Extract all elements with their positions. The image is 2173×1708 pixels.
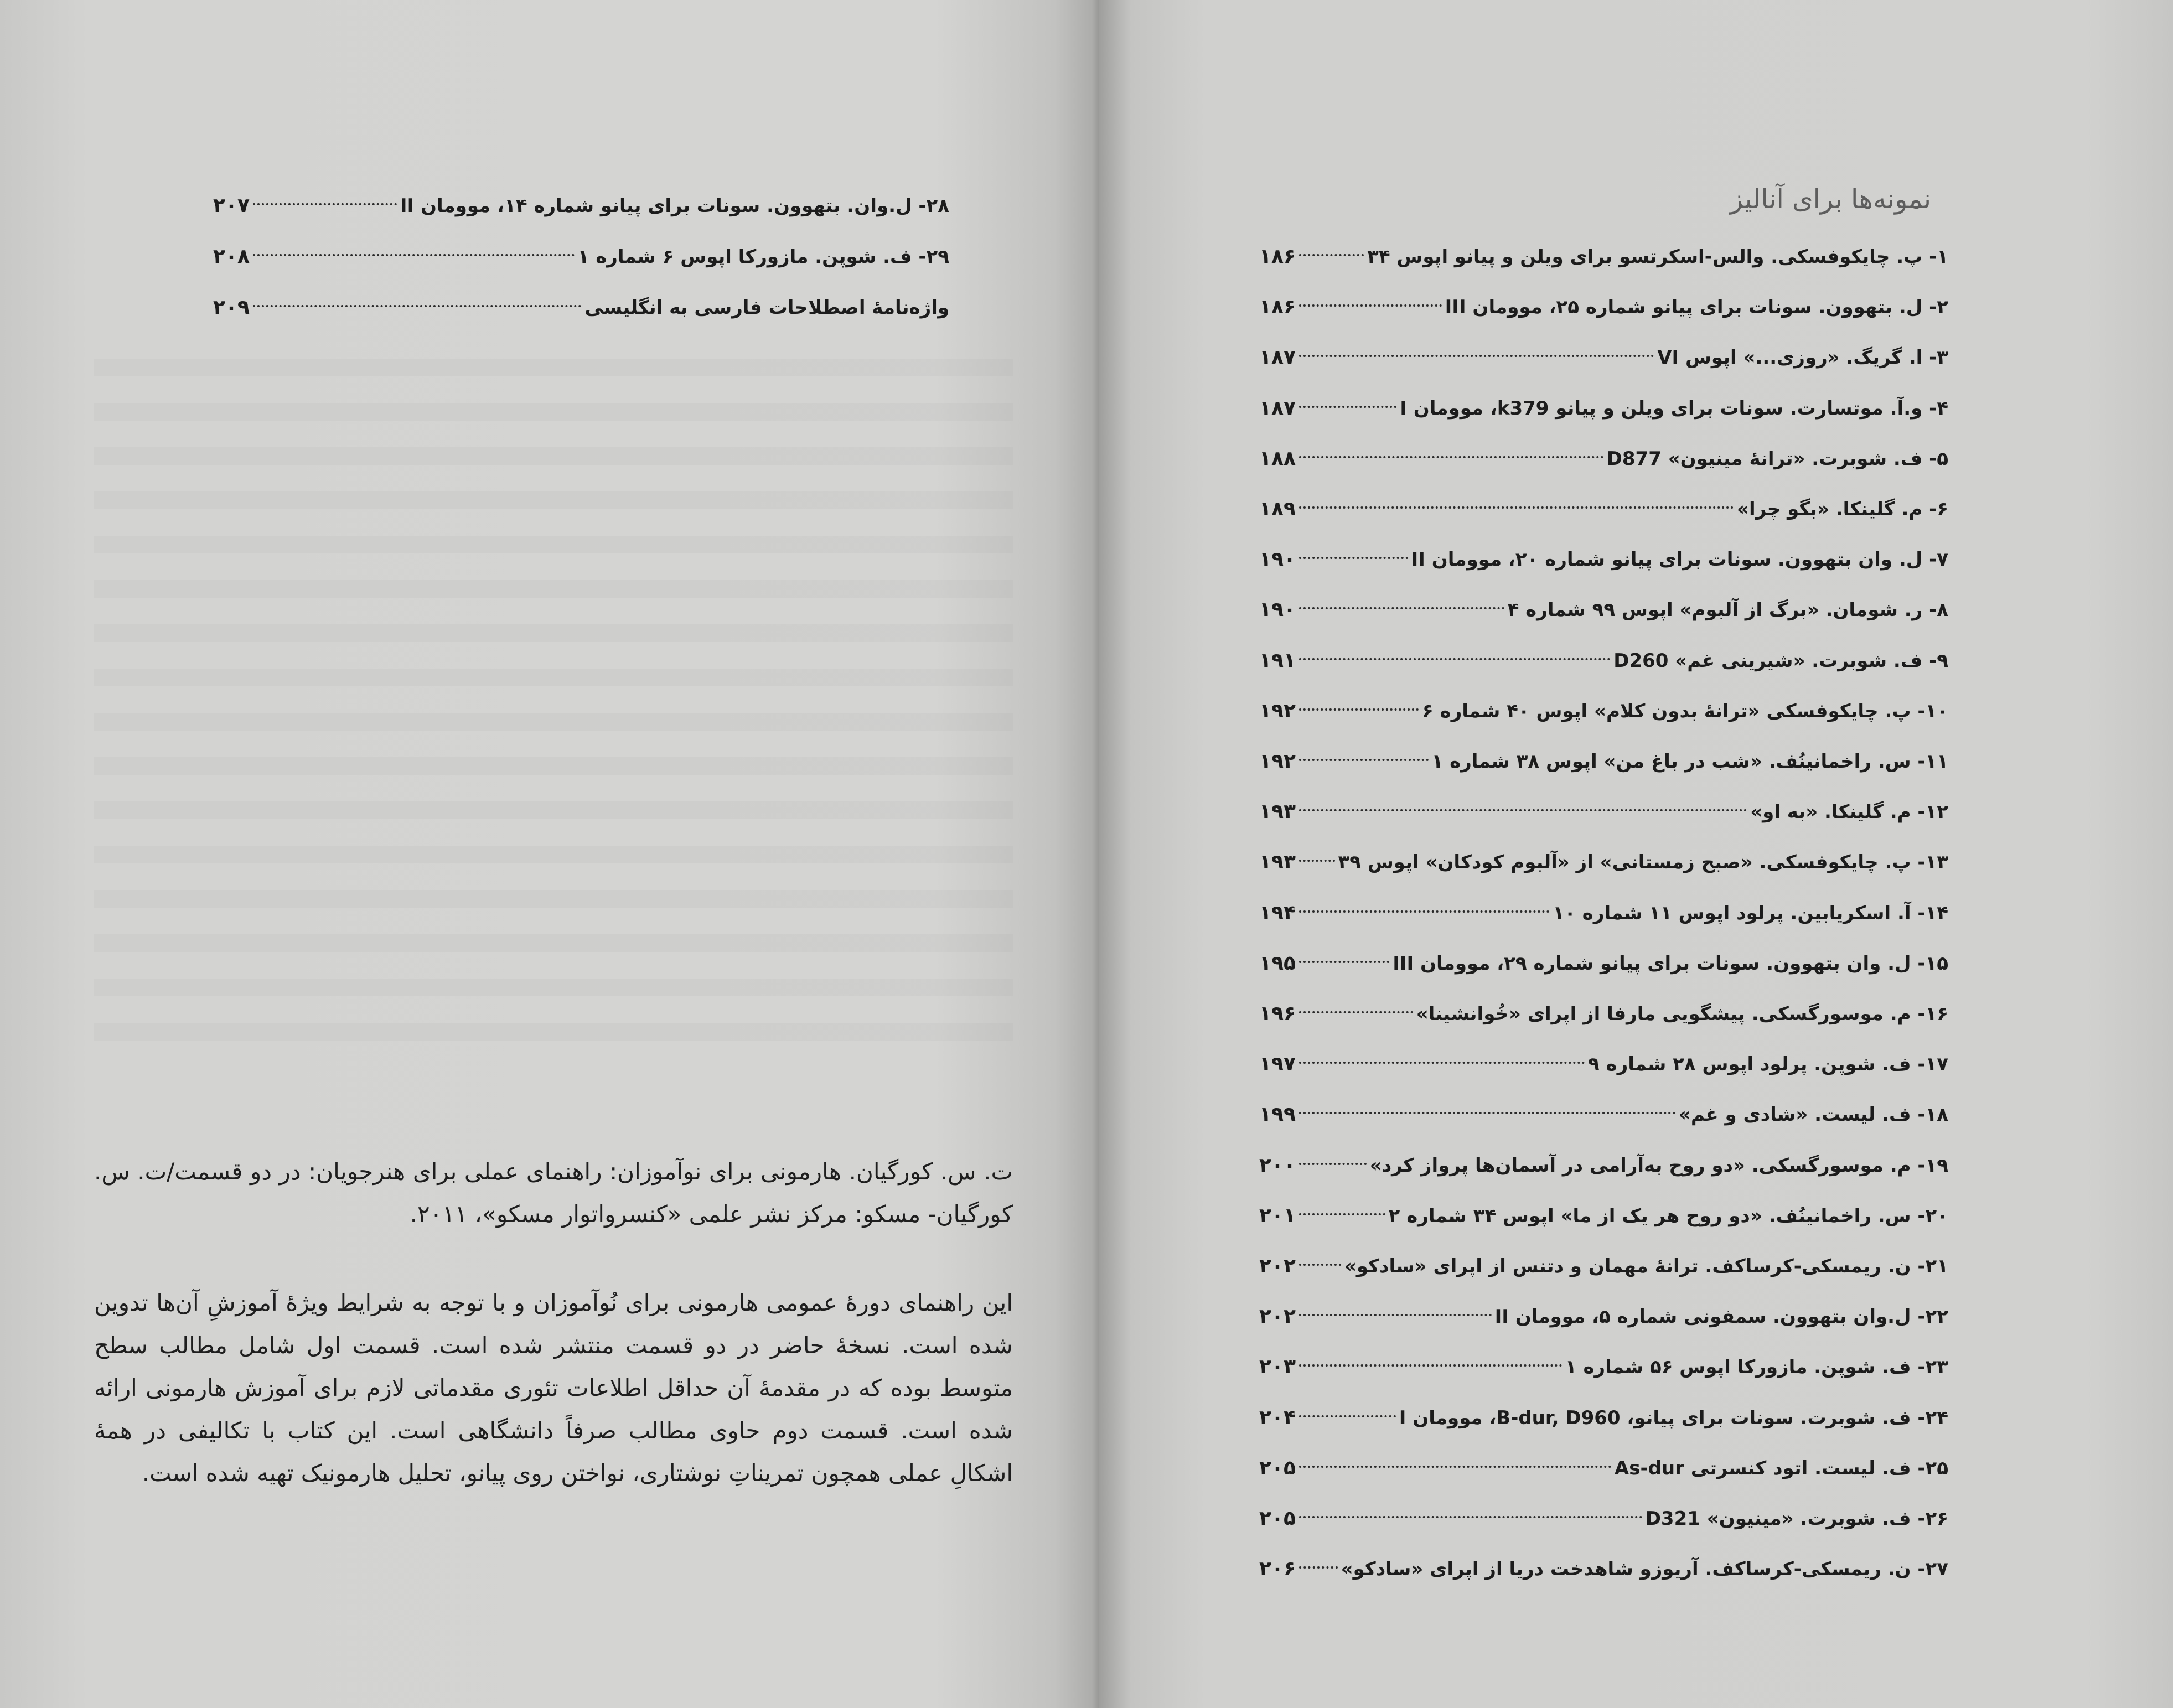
toc-entry bbox=[1259, 1249, 1948, 1284]
toc-page-number: ۱۹۱ bbox=[1259, 649, 1296, 672]
toc-page-number: ۱۹۶ bbox=[1259, 1002, 1296, 1025]
dot-leader bbox=[1299, 304, 1442, 307]
toc-entry bbox=[1259, 744, 1948, 779]
toc-page-number: ۱۹۰ bbox=[1259, 548, 1296, 571]
toc-entry bbox=[1259, 239, 1948, 275]
toc-entry bbox=[1259, 996, 1948, 1032]
toc-page-number: ۲۰۱ bbox=[1259, 1204, 1296, 1227]
toc-entry bbox=[1259, 1551, 1948, 1587]
toc-page-number: ۲۰۸ bbox=[213, 245, 250, 268]
toc-title: ۴- و.آ. موتسارت. سونات برای ویلن و پیانو k379، موومان I bbox=[1400, 397, 1948, 420]
toc-title: ۱۲- م. گلینکا. «به او» bbox=[1750, 801, 1948, 824]
toc-page-number: ۲۰۴ bbox=[1259, 1406, 1296, 1429]
toc-entry bbox=[1259, 1400, 1948, 1436]
dot-leader bbox=[1299, 1264, 1341, 1266]
book-description: این راهنمای دورهٔ عمومی هارمونی برای نُوآموزان و با توجه به شرایط ویژهٔ آموزشِ آن‌ها تدوین شده است. نسخهٔ حاضر در دو قسمت منتشر شده است. قسمت اول شامل مطالب سطح متوسط بوده که در مقدمهٔ آن حداقل اطلاعات تئوری مقدماتی لازم برای آموزش هارمونی ارائه شده است. قسمت دوم حاوی مطالب صرفاً دانشگاهی است. این کتاب با تکالیفی در همهٔ اشکالِ عملی همچون تمریناتِ نوشتاری، نواختن روی پیانو، تحلیل هارمونیک تهیه شده است. bbox=[94, 1289, 1013, 1487]
dot-leader bbox=[1299, 607, 1504, 609]
toc-entry bbox=[1259, 693, 1948, 729]
dot-leader bbox=[1299, 1314, 1492, 1316]
toc-entry bbox=[1259, 542, 1948, 577]
dot-leader bbox=[1299, 557, 1408, 559]
dot-leader bbox=[1299, 708, 1419, 711]
toc-title: ۲۸- ل.وان. بتهوون. سونات برای پیانو شماره ۱۴، موومان II bbox=[400, 195, 949, 217]
toc-page-number: ۱۸۷ bbox=[1259, 346, 1296, 369]
toc-entry bbox=[1259, 289, 1948, 325]
toc-page-number: ۲۰۶ bbox=[1259, 1557, 1296, 1581]
toc-title: ۲۹- ف. شوپن. مازورکا اپوس ۶ شماره ۱ bbox=[577, 246, 949, 268]
toc-page-number: ۱۹۷ bbox=[1259, 1053, 1296, 1076]
toc-title: ۲۱- ن. ریمسکی-کرساکف. ترانهٔ مهمان و دتنس از اپرای «سادکو» bbox=[1344, 1255, 1948, 1277]
toc-title: ۲- ل. بتهوون. سونات برای پیانو شماره ۲۵، موومان III bbox=[1445, 296, 1948, 319]
toc-page-number: ۲۰۰ bbox=[1259, 1153, 1296, 1177]
toc-title: ۲۴- ف. شوبرت. سونات برای پیانو، B-dur, D960، موومان I bbox=[1399, 1406, 1948, 1429]
bibliographic-reference: ت. س. کورگیان. هارمونی برای نوآموزان: راهنمای عملی برای هنرجویان: در دو قسمت/ت. س. کورگیان- مسکو: مرکز نشر علمی «کنسرواتوار مسکو»، ۲۰۱۱. bbox=[94, 1158, 1013, 1228]
dot-leader bbox=[1299, 860, 1335, 862]
dot-leader bbox=[1299, 1364, 1562, 1367]
dot-leader bbox=[1299, 759, 1429, 761]
toc-page-number: ۲۰۵ bbox=[1259, 1507, 1296, 1530]
toc-entry bbox=[1259, 1148, 1948, 1183]
toc-title: ۳- ا. گریگ. «روزی...» اپوس VI bbox=[1657, 346, 1948, 369]
toc-title: ۱۸- ف. لیست. «شادی و غم» bbox=[1678, 1104, 1948, 1126]
toc-page-number: ۱۸۹ bbox=[1259, 498, 1296, 520]
toc-page-number: ۲۰۲ bbox=[1259, 1255, 1296, 1277]
dot-leader bbox=[1299, 355, 1654, 357]
toc-entry bbox=[213, 290, 949, 325]
toc-title: ۲۵- ف. لیست. اتود کنسرتی As-dur bbox=[1614, 1457, 1948, 1479]
dot-leader bbox=[1299, 1213, 1385, 1215]
toc-page-number: ۲۰۲ bbox=[1259, 1305, 1296, 1328]
toc-page-number: ۱۹۰ bbox=[1259, 598, 1296, 622]
toc-entry bbox=[1259, 1047, 1948, 1082]
toc-entry bbox=[1259, 1097, 1948, 1132]
toc-title: ۱۹- م. موسورگسکی. «دو روح به‌آرامی در آسمان‌ها پرواز کرد» bbox=[1369, 1154, 1948, 1177]
dot-leader bbox=[1299, 910, 1550, 913]
toc-entry bbox=[1259, 1299, 1948, 1334]
dot-leader bbox=[253, 254, 575, 256]
toc-entry bbox=[213, 239, 949, 275]
toc-page-number: ۱۸۷ bbox=[1259, 396, 1296, 420]
dot-leader bbox=[1299, 1466, 1611, 1468]
toc-title: ۱۴- آ. اسکریابین. پرلود اپوس ۱۱ شماره ۱۰ bbox=[1553, 902, 1948, 924]
toc-page-number: ۱۹۴ bbox=[1259, 901, 1296, 924]
toc-page-number: ۲۰۹ bbox=[213, 296, 250, 319]
toc-page-number: ۱۹۳ bbox=[1259, 851, 1296, 874]
section-heading: نمونه‌ها برای آنالیز bbox=[1730, 184, 1931, 215]
show-through-text bbox=[94, 332, 1013, 1052]
toc-page-number: ۱۹۲ bbox=[1259, 750, 1296, 773]
toc-entry bbox=[213, 188, 949, 224]
toc-page-number: ۱۸۶ bbox=[1259, 245, 1296, 268]
dot-leader bbox=[1299, 1566, 1338, 1569]
toc-page-number: ۱۸۸ bbox=[1259, 447, 1296, 470]
toc-entry bbox=[1259, 1501, 1948, 1536]
toc-entry bbox=[1259, 441, 1948, 477]
toc-entry bbox=[1259, 1349, 1948, 1385]
dot-leader bbox=[1299, 1062, 1585, 1064]
toc-page-number: ۱۹۲ bbox=[1259, 699, 1296, 722]
toc-title: ۹- ف. شوبرت. «شیرینی غم» D260 bbox=[1613, 649, 1948, 672]
toc-entry bbox=[1259, 1451, 1948, 1486]
toc-title: ۲۶- ف. شوبرت. «مینیون» D321 bbox=[1645, 1508, 1948, 1530]
dot-leader bbox=[1299, 456, 1603, 458]
toc-title: ۱۰- پ. چایکوفسکی «ترانهٔ بدون کلام» اپوس ۴۰ شماره ۶ bbox=[1422, 700, 1948, 722]
dot-leader bbox=[1299, 658, 1610, 660]
dot-leader bbox=[1299, 406, 1396, 408]
toc-page-number: ۱۹۹ bbox=[1259, 1103, 1296, 1126]
toc-page-number: ۱۸۶ bbox=[1259, 296, 1296, 319]
toc-page-number: ۱۹۳ bbox=[1259, 800, 1296, 824]
toc-entry bbox=[1259, 946, 1948, 981]
toc-title: ۱۳- پ. چایکوفسکی. «صبح زمستانی» از «آلبوم کودکان» اپوس ۳۹ bbox=[1338, 851, 1948, 874]
toc-page-number: ۲۰۷ bbox=[213, 194, 250, 217]
toc-title: ۲۳- ف. شوپن. مازورکا اپوس ۵۶ شماره ۱ bbox=[1565, 1356, 1948, 1379]
toc-entry bbox=[1259, 340, 1948, 375]
dot-leader bbox=[1299, 809, 1747, 811]
toc-entry bbox=[1259, 896, 1948, 931]
toc-title: ۱۵- ل. وان بتهوون. سونات برای پیانو شماره ۲۹، موومان III bbox=[1393, 952, 1948, 975]
toc-title: ۱۶- م. موسورگسکی. پیشگویی مارفا از اپرای «خُوانشینا» bbox=[1416, 1003, 1948, 1025]
toc-entry bbox=[1259, 643, 1948, 679]
toc-title: ۲۷- ن. ریمسکی-کرساکف. آریوزو شاهدخت دریا از اپرای «سادکو» bbox=[1341, 1558, 1948, 1581]
toc-title: واژه‌نامهٔ اصطلاحات فارسی به انگلیسی bbox=[584, 297, 949, 319]
dot-leader bbox=[1299, 254, 1364, 256]
toc-title: ۸- ر. شومان. «برگ از آلبوم» اپوس ۹۹ شماره ۴ bbox=[1507, 599, 1948, 622]
toc-title: ۶- م. گلینکا. «بگو چرا» bbox=[1736, 498, 1948, 520]
dot-leader bbox=[1299, 1516, 1642, 1518]
toc-entry bbox=[1259, 845, 1948, 880]
toc-title: ۷- ل. وان بتهوون. سونات برای پیانو شماره ۲۰، موومان II bbox=[1411, 548, 1948, 571]
toc-entry bbox=[1259, 794, 1948, 830]
toc-entry bbox=[1259, 1198, 1948, 1234]
dot-leader bbox=[1299, 1415, 1396, 1417]
dot-leader bbox=[253, 305, 581, 307]
dot-leader bbox=[1299, 506, 1734, 509]
dot-leader bbox=[1299, 1112, 1675, 1114]
toc-page-number: ۲۰۵ bbox=[1259, 1456, 1296, 1479]
toc-title: ۱۱- س. راخمانینُف. «شب در باغ من» اپوس ۳۸ شماره ۱ bbox=[1431, 751, 1948, 773]
toc-title: ۵- ف. شوبرت. «ترانهٔ مینیون» D877 bbox=[1606, 447, 1948, 470]
dot-leader bbox=[253, 203, 397, 205]
toc-entry bbox=[1259, 491, 1948, 527]
toc-entry bbox=[1259, 391, 1948, 426]
dot-leader bbox=[1299, 1163, 1367, 1165]
toc-page-number: ۱۹۵ bbox=[1259, 951, 1296, 975]
dot-leader bbox=[1299, 961, 1389, 963]
toc-title: ۲۲- ل.وان بتهوون. سمفونی شماره ۵، موومان II bbox=[1494, 1306, 1948, 1328]
toc-title: ۱۷- ف. شوپن. پرلود اپوس ۲۸ شماره ۹ bbox=[1588, 1053, 1948, 1076]
dot-leader bbox=[1299, 1011, 1413, 1013]
toc-entry bbox=[1259, 592, 1948, 628]
toc-title: ۱- پ. چایکوفسکی. والس-اسکرتسو برای ویلن و پیانو اپوس ۳۴ bbox=[1367, 246, 1948, 268]
toc-page-number: ۲۰۳ bbox=[1259, 1355, 1296, 1379]
toc-title: ۲۰- س. راخمانینُف. «دو روح هر یک از ما» اپوس ۳۴ شماره ۲ bbox=[1388, 1204, 1948, 1227]
